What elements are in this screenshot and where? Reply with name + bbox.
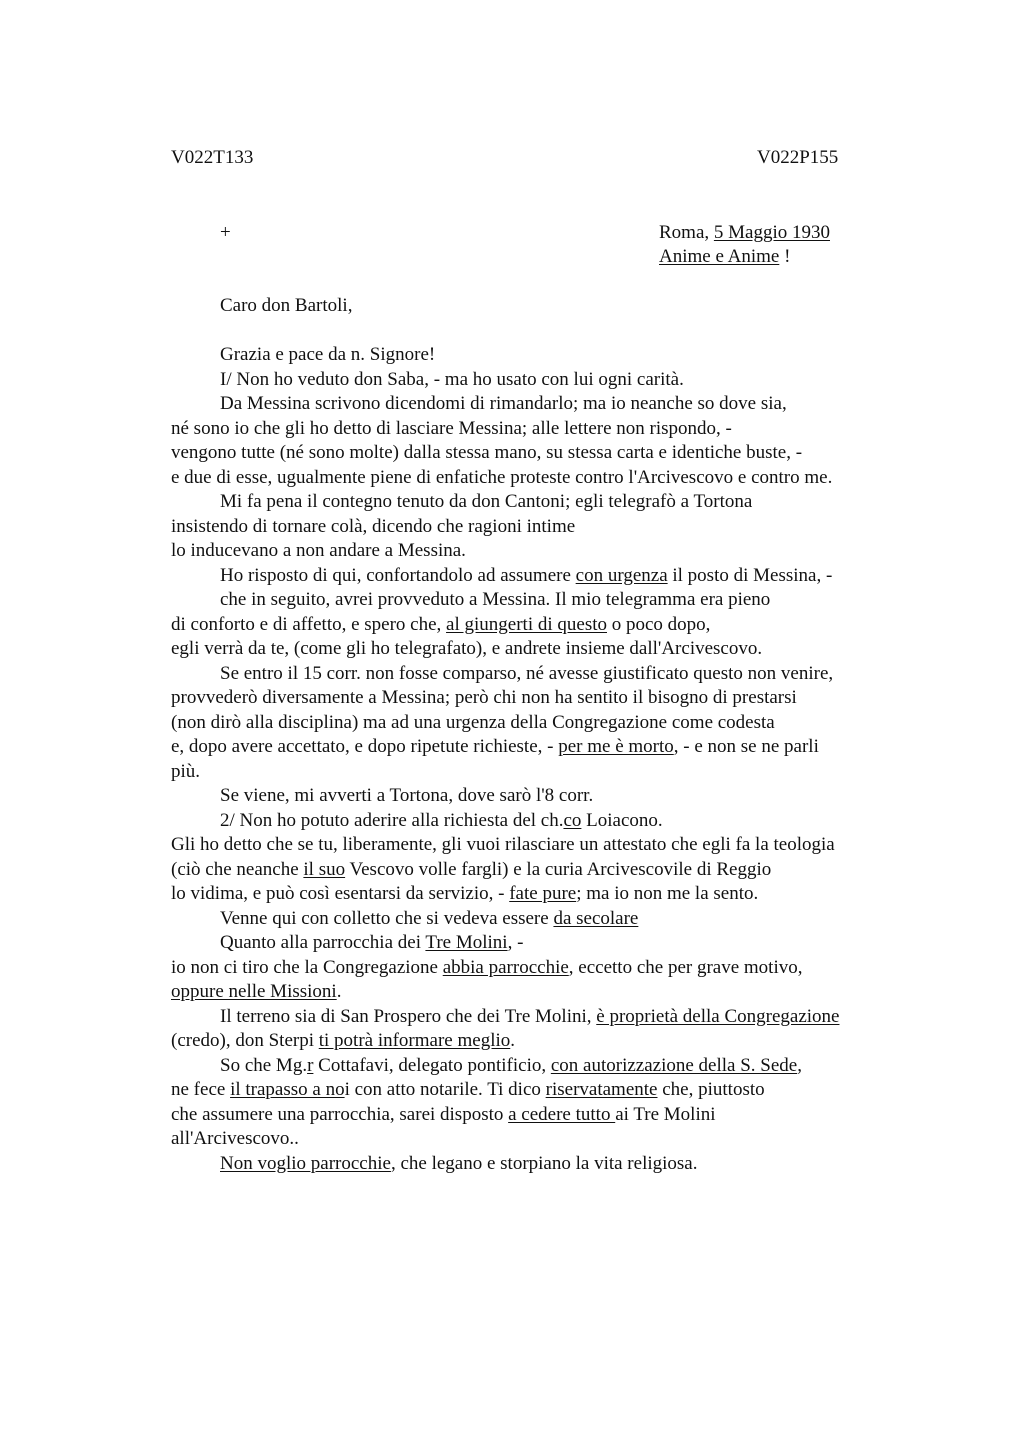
text-segment: , eccetto che per grave motivo, — [568, 956, 803, 978]
body-line — [171, 613, 911, 638]
text-segment: Quanto alla parrocchia dei — [220, 932, 426, 953]
body-line — [171, 1152, 911, 1177]
body-line: Gli ho detto che se tu, liberamente, gli vuoi rilasciare un attestato che egli fa la teologia — [171, 834, 835, 855]
text-segment: , - — [507, 932, 524, 953]
underlined-text: con autorizzazione della S. Sede — [550, 1054, 798, 1076]
underlined-text: è proprietà della Congregazione — [596, 1005, 840, 1027]
date: 5 Maggio 1930 — [713, 222, 830, 243]
text-segment: il posto di Messina, - — [667, 564, 833, 586]
underlined-text: riservatamente — [545, 1079, 658, 1100]
underlined-text: il trapasso a no — [230, 1079, 345, 1100]
body-line — [171, 956, 911, 981]
text-segment: i con atto notarile. Ti dico — [344, 1079, 546, 1100]
text-segment: (credo), don Sterpi — [171, 1030, 319, 1051]
body-line — [171, 1103, 911, 1128]
text-segment: . — [336, 981, 342, 1002]
underlined-text: con urgenza — [575, 564, 668, 586]
body-line: Grazia e pace da n. Signore! — [220, 344, 436, 365]
underlined-text: da secolare — [553, 907, 639, 929]
place: Roma, — [659, 222, 714, 243]
text-segment: io non ci tiro che la Congregazione — [171, 956, 443, 978]
motto-line — [659, 245, 830, 269]
body-line: provvederò diversamente a Messina; però chi non ha sentito il bisogno di prestarsi — [171, 687, 797, 708]
text-segment: Vescovo volle fargli) e la curia Arcivescovile di Reggio — [345, 858, 772, 880]
text-segment: So che Mg. — [220, 1054, 308, 1076]
body-line — [171, 1005, 911, 1030]
body-line: (non dirò alla disciplina) ma ad una urgenza della Congregazione come codesta — [171, 711, 775, 733]
text-segment: ai Tre Molini — [615, 1103, 716, 1125]
body-line — [171, 907, 911, 932]
underlined-text: fate pure — [509, 883, 577, 904]
text-segment: (ciò che neanche — [171, 858, 304, 880]
motto: Anime e Anime — [659, 246, 780, 267]
body-line — [171, 1029, 911, 1054]
body-line: più. — [171, 760, 201, 782]
place-date — [659, 221, 830, 245]
text-segment: Venne qui con colletto che si vedeva essere — [220, 907, 554, 929]
body-line — [171, 1078, 911, 1103]
body-line: Mi fa pena il contegno tenuto da don Cantoni; egli telegrafò a Tortona — [220, 491, 753, 512]
text-segment: Loiacono. — [581, 809, 663, 831]
text-segment: , — [797, 1054, 802, 1076]
text-segment: 2/ Non ho potuto aderire alla richiesta del ch. — [220, 809, 564, 831]
text-segment: che assumere una parrocchia, sarei disposto — [171, 1103, 509, 1125]
salutation: Caro don Bartoli, — [220, 295, 353, 316]
body-line: e due di esse, ugualmente piene di enfatiche proteste contro l'Arcivescovo e contro me. — [171, 466, 833, 488]
text-segment: che, piuttosto — [657, 1079, 765, 1100]
text-segment: , che legano e storpiano la vita religiosa. — [390, 1152, 698, 1174]
underlined-text: abbia parrocchie — [442, 956, 569, 978]
body-line: all'Arcivescovo.. — [171, 1128, 299, 1149]
underlined-text: oppure nelle Missioni — [171, 981, 337, 1002]
text-segment: . — [510, 1030, 516, 1051]
text-segment: Il terreno sia di San Prospero che dei Tre Molini, — [220, 1005, 597, 1027]
body-line — [171, 858, 911, 883]
body-line: né sono io che gli ho detto di lasciare Messina; alle lettere non rispondo, - — [171, 417, 732, 439]
underlined-text: a cedere tutto — [508, 1103, 616, 1125]
letter-body — [171, 343, 911, 1176]
text-segment: ne fece — [171, 1079, 231, 1100]
motto-mark: ! — [779, 246, 791, 267]
body-line — [171, 882, 911, 907]
underlined-text: ti potrà informare meglio — [318, 1030, 511, 1051]
text-segment: , - e non se ne parli — [673, 736, 819, 757]
body-line: vengono tutte (né sono molte) dalla stessa mano, su stessa carta e identiche buste, - — [171, 442, 803, 463]
body-line: Se entro il 15 corr. non fosse comparso, né avesse giustificato questo non venire, — [220, 662, 834, 684]
underlined-text: co — [563, 809, 582, 831]
text-segment: o poco dopo, — [607, 613, 711, 635]
body-line: Se viene, mi avverti a Tortona, dove sarò l'8 corr. — [220, 785, 594, 806]
dateline — [659, 221, 830, 269]
body-line — [171, 564, 911, 589]
cross-mark: + — [220, 222, 231, 243]
body-line: che in seguito, avrei provveduto a Messina. Il mio telegramma era pieno — [220, 589, 771, 610]
document-code-right: V022P155 — [757, 147, 839, 168]
body-line: egli verrà da te, (come gli ho telegrafato), e andrete insieme dall'Arcivescovo. — [171, 638, 763, 659]
underlined-text: il suo — [303, 858, 346, 880]
body-line: Da Messina scrivono dicendomi di rimandarlo; ma io neanche so dove sia, — [220, 393, 787, 414]
body-line — [171, 1054, 911, 1079]
body-line: I/ Non ho veduto don Saba, - ma ho usato con lui ogni carità. — [220, 368, 684, 390]
body-line: lo inducevano a non andare a Messina. — [171, 540, 466, 561]
underlined-text: r — [307, 1054, 314, 1076]
body-line — [171, 735, 911, 760]
underlined-text: per me è morto — [558, 736, 674, 757]
text-segment: di conforto e di affetto, e spero che, — [171, 613, 447, 635]
body-line: insistendo di tornare colà, dicendo che ragioni intime — [171, 515, 576, 537]
underlined-text: Non voglio parrocchie — [220, 1152, 391, 1174]
body-line — [171, 809, 911, 834]
text-segment: lo vidima, e può così esentarsi da servizio, - — [171, 883, 510, 904]
underlined-text: al giungerti di questo — [446, 613, 607, 635]
document-code-left: V022T133 — [171, 147, 254, 168]
body-line — [171, 931, 911, 956]
underlined-text: Tre Molini — [425, 932, 508, 953]
body-line — [171, 980, 911, 1005]
text-segment: ; ma io non me la sento. — [576, 883, 759, 904]
text-segment: Cottafavi, delegato pontificio, — [313, 1054, 551, 1076]
text-segment: e, dopo avere accettato, e dopo ripetute richieste, - — [171, 736, 559, 757]
text-segment: Ho risposto di qui, confortandolo ad assumere — [220, 564, 576, 586]
